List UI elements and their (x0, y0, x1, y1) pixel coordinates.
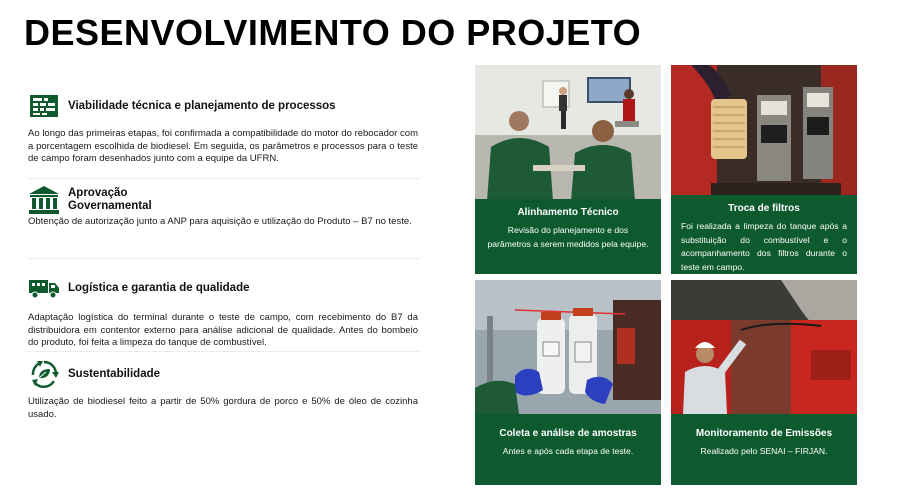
card-caption (671, 195, 857, 274)
card-title: Alinhamento Técnico (517, 207, 619, 218)
filters-photo (671, 65, 857, 205)
section-body: Ao longo das primeiras etapas, foi confirmada a compatibilidade do motor do rebocador com a porcentagem escolhida de biodiesel. Em seguida, os parâmetros e processos para o teste de campo foram desenhados junto com a equipe da UFRN. (28, 128, 418, 164)
card-text: Foi realizada a limpeza do tanque após a substituição do combustível e o acompanhamento dos filtros durante o teste em campo. (681, 221, 847, 272)
card-emissions-monitoring (671, 280, 857, 485)
section-title: Viabilidade técnica e planejamento de processos (68, 99, 336, 112)
divider (28, 351, 420, 352)
section-technical-feasibility (28, 92, 418, 166)
section-sustainability (28, 360, 418, 421)
card-sample-collection (475, 280, 661, 485)
card-text: Realizado pelo SENAI – FIRJAN. (700, 446, 828, 456)
card-caption (671, 414, 857, 485)
card-text: Antes e após cada etapa de teste. (502, 446, 634, 456)
card-title: Troca de filtros (728, 203, 800, 214)
card-caption (475, 414, 661, 485)
card-title: Coleta e análise de amostras (499, 428, 637, 439)
section-body: Obtenção de autorização junto a ANP para aquisição e utilização do Produto – B7 no teste. (28, 216, 412, 227)
section-title: Logística e garantia de qualidade (68, 281, 250, 294)
page-title: DESENVOLVIMENTO DO PROJETO (24, 12, 642, 53)
section-title-line1: Aprovação (68, 187, 128, 199)
divider (28, 178, 420, 179)
section-title-line2: Governamental (68, 200, 152, 212)
meeting-photo (475, 65, 661, 201)
card-caption (475, 199, 661, 274)
section-body: Utilização de biodiesel feito a partir de 50% gordura de porco e 50% de óleo de cozinha usado. (28, 396, 418, 420)
spreadsheet-icon (28, 92, 60, 120)
card-filter-change (671, 65, 857, 274)
card-technical-alignment (475, 65, 661, 274)
emissions-photo (671, 280, 857, 414)
truck-icon (28, 274, 60, 302)
card-title: Monitoramento de Emissões (695, 428, 833, 439)
section-title: Sustentabilidade (68, 367, 161, 380)
card-text: Revisão do planejamento e dos parâmetros a serem medidos pela equipe. (487, 225, 649, 249)
section-logistics-quality (28, 274, 418, 350)
section-government-approval (28, 186, 418, 229)
divider (28, 258, 420, 259)
section-title (68, 187, 152, 213)
section-body: Adaptação logística do terminal durante o teste de campo, com recebimento do B7 da distribuidora em contentor externo para análise adicional de qualidade. Antes do bombeio do produto, foi feita a limpeza do tanque de combustível. (28, 312, 418, 348)
recycle-leaf-icon (28, 360, 60, 388)
samples-photo (475, 280, 661, 414)
government-building-icon (28, 186, 60, 214)
